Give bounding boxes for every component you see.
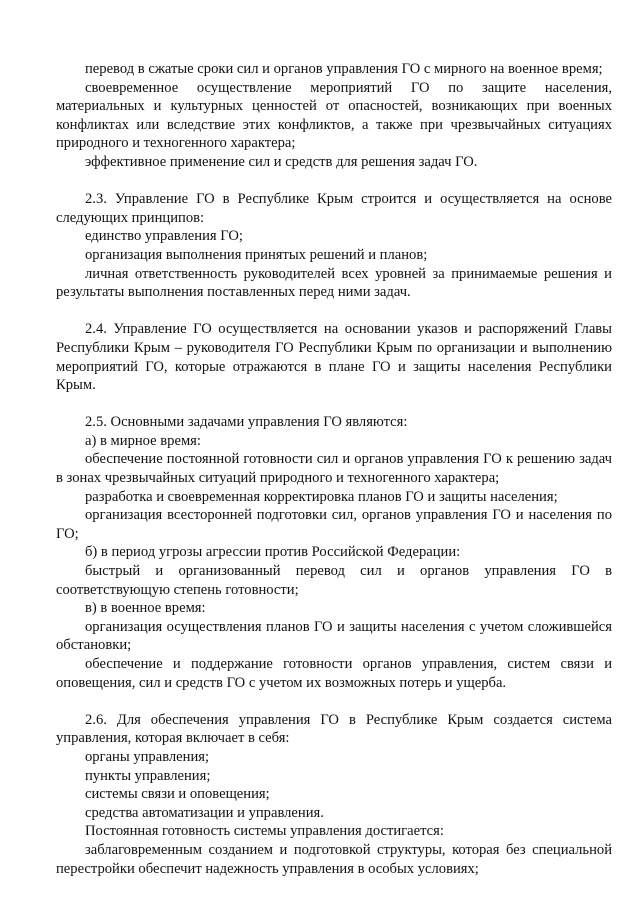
section-2-3	[56, 190, 612, 302]
control-system-item: средства автоматизации и управления.	[85, 804, 324, 821]
section-2-5-heading: 2.5. Основными задачами управления ГО являются:	[85, 414, 408, 431]
intro-paragraph-1: перевод в сжатые сроки сил и органов управления ГО с мирного на военное время;	[85, 61, 603, 77]
principle-item: организация выполнения принятых решений и планов;	[85, 246, 428, 263]
control-system-item: системы связи и оповещения;	[85, 786, 270, 803]
spacer	[56, 302, 612, 321]
section-2-4	[56, 320, 612, 394]
principle-item: единство управления ГО;	[85, 228, 243, 245]
spacer	[56, 692, 612, 711]
intro-paragraph-2: своевременное осуществление мероприятий ГО по защите населения, материальных и культурных ценностей от опасностей, возникающих при военных конфликтах или вследствие этих конфликтов, а также при чрезвычайных ситуациях природного и техногенного характера;	[56, 79, 612, 152]
peacetime-item: обеспечение постоянной готовности сил и органов управления ГО к решению задач в зонах чрезвычайных ситуаций природного и техногенного характера;	[56, 451, 612, 487]
wartime-item: обеспечение и поддержание готовности органов управления, систем связи и оповещения, сил и средств ГО с учетом их возможных потерь и ущерба.	[56, 656, 612, 691]
intro-block	[56, 60, 612, 172]
peacetime-item: разработка и своевременная корректировка планов ГО и защиты населения;	[85, 488, 558, 505]
spacer	[56, 172, 612, 191]
section-2-6-heading: 2.6. Для обеспечения управления ГО в Республике Крым создается система управления, которая включает в себя:	[56, 711, 612, 747]
readiness-statement: Постоянная готовность системы управления достигается:	[85, 823, 444, 840]
principle-item: личная ответственность руководителей всех уровней за принимаемые решения и результаты выполнения поставленных перед ними задач.	[56, 265, 612, 301]
wartime-item: организация осуществления планов ГО и защиты населения с учетом сложившейся обстановки;	[56, 618, 612, 654]
control-system-item: пункты управления;	[85, 767, 211, 784]
wartime-label: в) в военное время:	[85, 600, 206, 617]
section-2-6	[56, 711, 612, 878]
peacetime-label: а) в мирное время:	[85, 432, 201, 449]
section-2-3-heading: 2.3. Управление ГО в Республике Крым строится и осуществляется на основе следующих принципов:	[56, 191, 612, 226]
threat-period-item: быстрый и организованный перевод сил и органов управления ГО в соответствующую степень готовности;	[56, 563, 612, 598]
section-2-5	[56, 413, 612, 692]
spacer	[56, 395, 612, 414]
threat-period-label: б) в период угрозы агрессии против Российской Федерации:	[85, 544, 461, 561]
readiness-item: заблаговременным созданием и подготовкой структуры, которая без специальной перестройки обеспечит надежность управления в особых условиях;	[56, 841, 612, 877]
control-system-item: органы управления;	[85, 748, 210, 765]
peacetime-item: организация всесторонней подготовки сил, органов управления ГО и населения по ГО;	[56, 507, 612, 542]
intro-paragraph-3: эффективное применение сил и средств для решения задач ГО.	[85, 153, 478, 170]
section-2-4-text: 2.4. Управление ГО осуществляется на основании указов и распоряжений Главы Республики Крым – руководителя ГО Республики Крым по организации и выполнению мероприятий ГО, которые отражаются в плане ГО и защиты населения Республики Крым.	[56, 321, 612, 394]
